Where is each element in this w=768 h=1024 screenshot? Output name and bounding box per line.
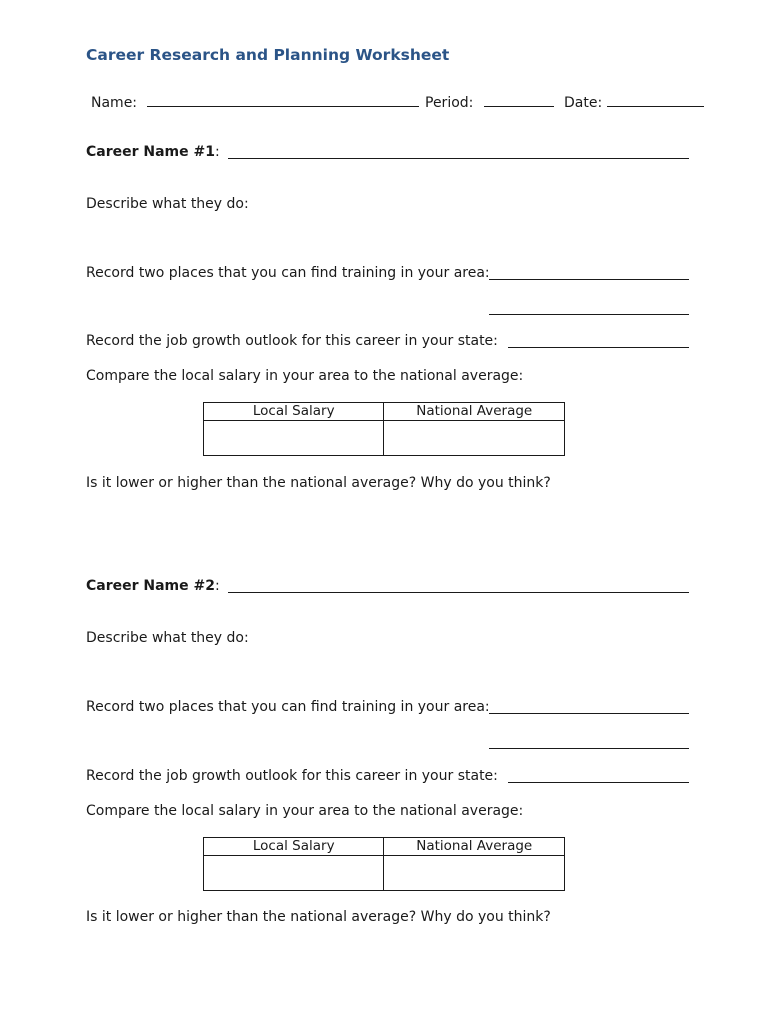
salary-table-2-header-national: National Average (384, 838, 565, 856)
describe-2: Describe what they do: (86, 630, 249, 646)
salary-table-1-cell-local[interactable] (204, 421, 384, 456)
salary-table-1-cell-national[interactable] (384, 421, 565, 456)
salary-table-2-cell-local[interactable] (204, 856, 384, 891)
page-title: Career Research and Planning Worksheet (86, 46, 450, 64)
training-2-blank-b[interactable] (489, 734, 689, 749)
salary-table-1 (203, 402, 565, 456)
training-2-blank-a[interactable] (489, 699, 689, 714)
growth-2-blank[interactable] (508, 768, 689, 783)
growth-2-label: Record the job growth outlook for this career in your state: (86, 768, 498, 784)
salary-table-2-cell-national[interactable] (384, 856, 565, 891)
compare-1-label: Compare the local salary in your area to the national average: (86, 368, 524, 384)
date-label: Date: (564, 95, 603, 111)
name-field-row (91, 92, 419, 112)
training-1-label: Record two places that you can find training in your area: (86, 265, 490, 281)
salary-table-1-header-local: Local Salary (204, 403, 384, 421)
period-label: Period: (425, 95, 474, 111)
career-name-2-label: Career Name #2 (86, 578, 215, 594)
question-2: Is it lower or higher than the national average? Why do you think? (86, 909, 551, 925)
training-2-label: Record two places that you can find training in your area: (86, 699, 490, 715)
question-1: Is it lower or higher than the national average? Why do you think? (86, 475, 551, 491)
date-field-row (564, 92, 704, 112)
career-name-2-colon: : (215, 578, 220, 594)
name-blank[interactable] (147, 92, 419, 107)
training-1-blank-a[interactable] (489, 265, 689, 280)
career-name-1-blank[interactable] (228, 144, 689, 159)
career-name-1-label: Career Name #1 (86, 144, 215, 160)
career-name-2-blank[interactable] (228, 578, 689, 593)
career-name-1-row (86, 143, 220, 161)
career-name-2-row (86, 577, 220, 595)
career-name-1-colon: : (215, 144, 220, 160)
date-blank[interactable] (607, 92, 704, 107)
salary-table-2-header-local: Local Salary (204, 838, 384, 856)
salary-table-2 (203, 837, 565, 891)
period-field-row (425, 92, 554, 112)
period-blank[interactable] (484, 92, 554, 107)
training-1-blank-b[interactable] (489, 300, 689, 315)
growth-1-blank[interactable] (508, 333, 689, 348)
name-label: Name: (91, 95, 138, 111)
growth-1-label: Record the job growth outlook for this career in your state: (86, 333, 498, 349)
describe-1: Describe what they do: (86, 196, 249, 212)
compare-2-label: Compare the local salary in your area to the national average: (86, 803, 524, 819)
salary-table-1-header-national: National Average (384, 403, 565, 421)
